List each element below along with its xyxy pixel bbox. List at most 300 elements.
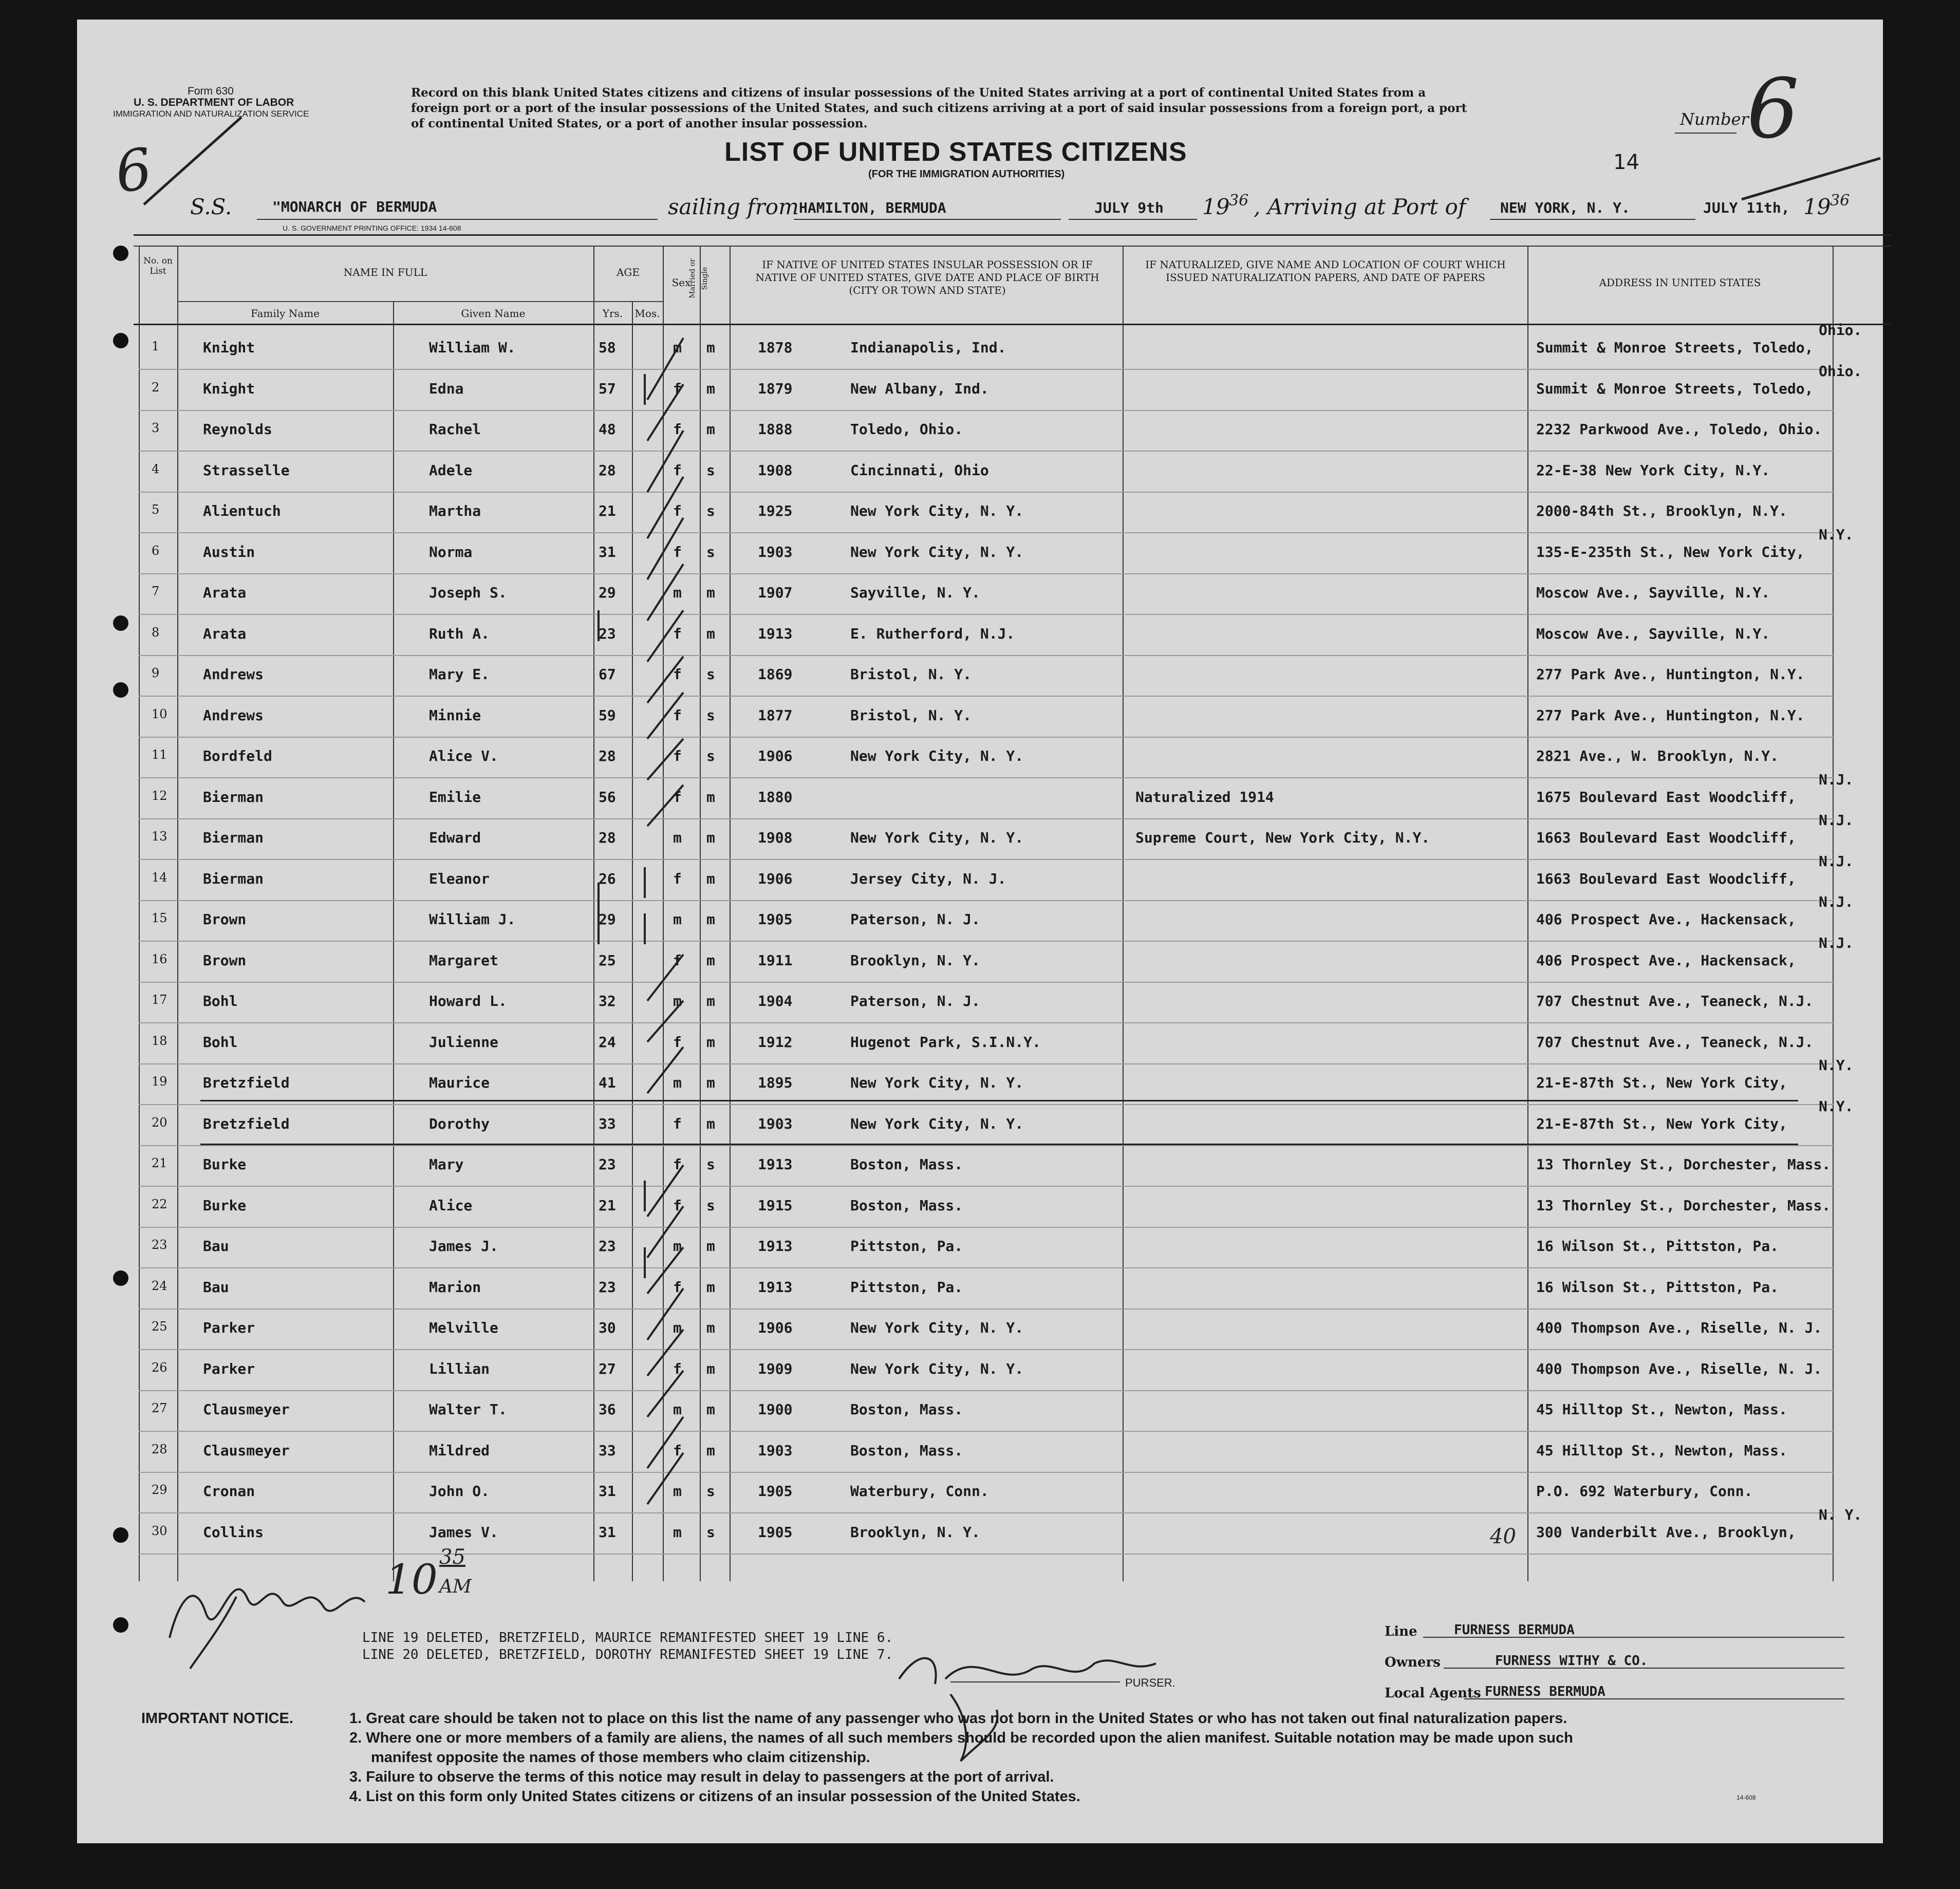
- cell-addr2: N.Y.: [1819, 1057, 1854, 1074]
- cell-ms: s: [706, 666, 715, 683]
- row-rule: [139, 492, 1834, 493]
- deletion-note-1: LINE 19 DELETED, BRETZFIELD, MAURICE REMANIFESTED SHEET 19 LINE 6.: [362, 1630, 893, 1645]
- cell-year: 1903: [758, 543, 793, 560]
- cell-sex: m: [673, 1238, 682, 1255]
- cell-given: Howard L.: [429, 993, 507, 1009]
- cell-age: 31: [599, 1523, 616, 1541]
- table-top-rule: [134, 234, 1891, 236]
- cell-age: 33: [599, 1442, 616, 1459]
- cell-addr: 1663 Boulevard East Woodcliff,: [1536, 870, 1796, 887]
- header-address: ADDRESS IN UNITED STATES: [1599, 276, 1761, 289]
- cell-place: Paterson, N. J.: [850, 993, 980, 1009]
- cell-place: New York City, N. Y.: [850, 502, 1024, 519]
- cell-age: 21: [599, 1196, 616, 1214]
- cell-place: New York City, N. Y.: [850, 829, 1024, 846]
- ship-name: "MONARCH OF BERMUDA: [272, 198, 437, 215]
- punch-hole: [113, 682, 128, 698]
- cell-ms: m: [706, 1115, 715, 1132]
- row-rule: [139, 451, 1834, 452]
- row-rule: [139, 369, 1834, 370]
- cell-sex: f: [673, 1196, 682, 1214]
- cell-ms: m: [706, 625, 715, 642]
- cell-family: Bretzfield: [203, 1115, 290, 1132]
- cell-family: Austin: [203, 543, 255, 560]
- cell-addr: 2000-84th St., Brooklyn, N.Y.: [1536, 502, 1787, 519]
- cell-sex: f: [673, 1442, 682, 1459]
- cell-ms: m: [706, 1442, 715, 1459]
- cell-n: 2: [152, 380, 160, 395]
- arriving-label: , Arriving at Port of: [1254, 194, 1466, 219]
- cell-age: 28: [599, 461, 616, 479]
- cell-addr: 406 Prospect Ave., Hackensack,: [1536, 911, 1796, 928]
- cell-given: Dorothy: [429, 1115, 490, 1132]
- cell-ms: m: [706, 1319, 715, 1336]
- punch-hole: [113, 1527, 128, 1543]
- cell-age: 29: [599, 911, 616, 928]
- cell-family: Bretzfield: [203, 1074, 290, 1091]
- cell-addr: 400 Thompson Ave., Riselle, N. J.: [1536, 1360, 1822, 1377]
- printing-office: U. S. GOVERNMENT PRINTING OFFICE: 1934 14-608: [283, 224, 461, 232]
- cell-sex: f: [673, 1115, 682, 1132]
- cell-n: 18: [152, 1033, 167, 1048]
- cell-year: 1909: [758, 1360, 793, 1377]
- row-rule: [139, 1349, 1834, 1350]
- cell-year: 1907: [758, 584, 793, 601]
- cell-ms: s: [706, 706, 715, 724]
- row-rule: [139, 1063, 1834, 1064]
- cell-year: 1908: [758, 829, 793, 846]
- cell-age: 25: [599, 951, 616, 969]
- cell-n: 7: [152, 584, 160, 599]
- cell-sex: m: [673, 1074, 682, 1091]
- cell-n: 20: [152, 1115, 167, 1130]
- cell-addr: 277 Park Ave., Huntington, N.Y.: [1536, 706, 1805, 724]
- cell-addr: 1675 Boulevard East Woodcliff,: [1536, 788, 1796, 806]
- cell-given: Norma: [429, 543, 473, 560]
- agents-label: Local Agents: [1385, 1686, 1481, 1701]
- cell-sex: f: [673, 788, 682, 806]
- cell-family: Knight: [203, 339, 255, 356]
- cell-age: 23: [599, 1278, 616, 1296]
- depart-date: JULY 9th: [1094, 199, 1164, 216]
- cell-place: Boston, Mass.: [850, 1401, 963, 1418]
- notice-item-2: 2. Where one or more members of a family are aliens, the names of all such members should be recorded upon the alien manifest. Suitable notation may be made upon such: [349, 1730, 1573, 1746]
- year-suffix-2: 36: [1830, 192, 1850, 210]
- row-rule: [139, 532, 1834, 533]
- cell-year: 1900: [758, 1401, 793, 1418]
- cell-sex: m: [673, 993, 682, 1009]
- cell-addr: 16 Wilson St., Pittston, Pa.: [1536, 1278, 1779, 1296]
- cell-given: Ruth A.: [429, 625, 490, 642]
- cell-given: Marion: [429, 1278, 481, 1296]
- cell-addr: 22-E-38 New York City, N.Y.: [1536, 461, 1770, 479]
- cell-place: Indianapolis, Ind.: [850, 339, 1006, 356]
- cell-n: 17: [152, 993, 167, 1007]
- instruction-line-2: foreign port or a port of the insular possessions of the United States, and such citizens arriving at a port of said insular possessions from a foreign port, a port: [411, 101, 1467, 115]
- row-rule: [139, 1472, 1834, 1473]
- notice-heading: IMPORTANT NOTICE.: [141, 1710, 293, 1727]
- cell-sex: f: [673, 461, 682, 479]
- cell-age: 59: [599, 706, 616, 724]
- cell-place: New York City, N. Y.: [850, 747, 1024, 764]
- cell-ms: s: [706, 502, 715, 519]
- cell-sex: f: [673, 543, 682, 560]
- header-yrs: Yrs.: [602, 307, 623, 320]
- cell-n: 28: [152, 1442, 167, 1456]
- number-underline: [1675, 133, 1737, 134]
- inspector-time-minutes: 35: [439, 1545, 465, 1569]
- cell-addr: P.O. 692 Waterbury, Conn.: [1536, 1483, 1753, 1500]
- cell-ms: s: [706, 1483, 715, 1500]
- cell-given: Rachel: [429, 421, 481, 438]
- cell-sex: f: [673, 747, 682, 764]
- cell-sex: f: [673, 1033, 682, 1051]
- cell-family: Knight: [203, 380, 255, 397]
- punch-hole: [113, 333, 128, 348]
- port-to-underline: [1490, 219, 1695, 220]
- cell-sex: m: [673, 911, 682, 928]
- cell-place: Bristol, N. Y.: [850, 666, 972, 683]
- cell-age: 31: [599, 1483, 616, 1500]
- cell-nat: Supreme Court, New York City, N.Y.: [1135, 829, 1430, 846]
- margin-40: 40: [1490, 1525, 1516, 1548]
- tally-marks-2: [591, 605, 606, 1427]
- cell-family: Alientuch: [203, 502, 281, 519]
- cell-n: 13: [152, 829, 167, 844]
- row-rule: [139, 696, 1834, 697]
- cell-n: 29: [152, 1483, 167, 1497]
- cell-year: 1878: [758, 339, 793, 356]
- inspector-signature: [159, 1535, 416, 1689]
- cell-sex: f: [673, 1156, 682, 1173]
- row-rule: [139, 1227, 1834, 1228]
- cell-year: 1905: [758, 1523, 793, 1541]
- cell-age: 57: [599, 380, 616, 397]
- cell-addr: 21-E-87th St., New York City,: [1536, 1074, 1787, 1091]
- cell-ms: m: [706, 1074, 715, 1091]
- cell-ms: m: [706, 993, 715, 1009]
- col-rule: [139, 246, 140, 1581]
- cell-place: New York City, N. Y.: [850, 1319, 1024, 1336]
- port-to: NEW YORK, N. Y.: [1500, 199, 1630, 216]
- port-from-underline: [794, 219, 1061, 220]
- cell-year: 1913: [758, 1278, 793, 1296]
- header-sex: Sex: [671, 276, 691, 289]
- cell-place: Hugenot Park, S.I.N.Y.: [850, 1033, 1041, 1051]
- cell-place: New York City, N. Y.: [850, 543, 1024, 560]
- cell-addr2: Ohio.: [1819, 362, 1862, 380]
- cell-place: Brooklyn, N. Y.: [850, 1523, 980, 1541]
- cell-given: Maurice: [429, 1074, 490, 1091]
- cell-given: Alice V.: [429, 747, 498, 764]
- cell-addr: 135-E-235th St., New York City,: [1536, 543, 1805, 560]
- cell-given: Edna: [429, 380, 464, 397]
- row-rule: [139, 1308, 1834, 1310]
- cell-age: 23: [599, 1156, 616, 1173]
- row-rule: [139, 859, 1834, 860]
- row-rule: [139, 573, 1834, 574]
- cell-age: 32: [599, 993, 616, 1009]
- owners-label: Owners: [1385, 1655, 1441, 1670]
- cell-year: 1869: [758, 666, 793, 683]
- ship-underline: [257, 219, 658, 220]
- col-rule: [177, 246, 178, 1581]
- cell-family: Brown: [203, 951, 247, 969]
- header-age: AGE: [616, 266, 640, 278]
- cell-family: Burke: [203, 1156, 247, 1173]
- number-value: 6: [1747, 61, 1799, 157]
- cell-ms: s: [706, 1523, 715, 1541]
- inspector-time: 10: [385, 1556, 438, 1603]
- cell-given: Mildred: [429, 1442, 490, 1459]
- line-underline: [1423, 1637, 1844, 1638]
- cell-place: Boston, Mass.: [850, 1196, 963, 1214]
- department: U. S. DEPARTMENT OF LABOR: [134, 97, 294, 108]
- owners-underline: [1444, 1668, 1844, 1669]
- cell-ms: m: [706, 1360, 715, 1377]
- port-from: HAMILTON, BERMUDA: [799, 199, 946, 216]
- cell-n: 3: [152, 421, 160, 435]
- cell-family: Bau: [203, 1238, 229, 1255]
- punch-hole: [113, 615, 128, 631]
- ss-label: S.S.: [190, 194, 232, 219]
- cell-family: Cronan: [203, 1483, 255, 1500]
- cell-addr: 2232 Parkwood Ave., Toledo, Ohio.: [1536, 421, 1822, 438]
- cell-age: 33: [599, 1115, 616, 1132]
- cell-family: Burke: [203, 1196, 247, 1214]
- cell-ms: m: [706, 380, 715, 397]
- cell-sex: f: [673, 421, 682, 438]
- cell-addr2: N.J.: [1819, 934, 1854, 951]
- cell-sex: m: [673, 339, 682, 356]
- col-rule: [1833, 246, 1834, 1581]
- cell-nat: Naturalized 1914: [1135, 788, 1274, 806]
- cell-given: Adele: [429, 461, 473, 479]
- cell-age: 26: [599, 870, 616, 887]
- page-title: LIST OF UNITED STATES CITIZENS: [724, 137, 1187, 167]
- cell-ms: s: [706, 1196, 715, 1214]
- cell-ms: m: [706, 1401, 715, 1418]
- header-name-in-full: NAME IN FULL: [343, 266, 427, 278]
- tally-marks: [637, 348, 652, 1581]
- cell-year: 1906: [758, 747, 793, 764]
- cell-addr2: N.J.: [1819, 812, 1854, 829]
- cell-year: 1913: [758, 1238, 793, 1255]
- cell-age: 23: [599, 625, 616, 642]
- cell-year: 1888: [758, 421, 793, 438]
- cell-family: Arata: [203, 584, 247, 601]
- cell-given: Mary E.: [429, 666, 490, 683]
- cell-given: Emilie: [429, 788, 481, 806]
- cell-place: Sayville, N. Y.: [850, 584, 980, 601]
- row-rule: [139, 982, 1834, 983]
- cell-year: 1911: [758, 951, 793, 969]
- row-rule: [139, 1431, 1834, 1432]
- punch-hole: [113, 1617, 128, 1633]
- cell-addr2: Ohio.: [1819, 322, 1862, 339]
- cell-n: 6: [152, 543, 160, 558]
- cell-year: 1903: [758, 1115, 793, 1132]
- cell-place: Pittston, Pa.: [850, 1238, 963, 1255]
- row-rule: [139, 941, 1834, 942]
- col-rule: [730, 246, 731, 1581]
- cell-given: James J.: [429, 1238, 498, 1255]
- header-no: No. on List: [143, 256, 173, 276]
- cell-addr: 707 Chestnut Ave., Teaneck, N.J.: [1536, 1033, 1814, 1051]
- row-rule: [139, 777, 1834, 778]
- cell-year: 1903: [758, 1442, 793, 1459]
- cell-n: 27: [152, 1401, 167, 1415]
- cell-age: 28: [599, 747, 616, 764]
- page-mark: 14: [1613, 151, 1639, 174]
- cell-n: 8: [152, 625, 160, 640]
- row-rule: [139, 737, 1834, 738]
- cell-ms: m: [706, 911, 715, 928]
- cell-addr: 277 Park Ave., Huntington, N.Y.: [1536, 666, 1805, 683]
- cell-n: 19: [152, 1074, 167, 1089]
- cell-ms: m: [706, 870, 715, 887]
- cell-given: Martha: [429, 502, 481, 519]
- service: IMMIGRATION AND NATURALIZATION SERVICE: [113, 109, 309, 119]
- cell-year: 1912: [758, 1033, 793, 1051]
- cell-place: New Albany, Ind.: [850, 380, 989, 397]
- cell-n: 16: [152, 951, 167, 966]
- number-label: Number: [1680, 109, 1749, 129]
- purser-signature: [889, 1638, 1197, 1771]
- deletion-note-2: LINE 20 DELETED, BRETZFIELD, DOROTHY REMANIFESTED SHEET 19 LINE 7.: [362, 1647, 893, 1662]
- cell-year: 1908: [758, 461, 793, 479]
- cell-n: 25: [152, 1319, 167, 1334]
- cell-sex: m: [673, 829, 682, 846]
- cell-place: Jersey City, N. J.: [850, 870, 1006, 887]
- header-bottom-rule: [134, 324, 1891, 325]
- owners-value: FURNESS WITHY & CO.: [1495, 1653, 1648, 1669]
- arrive-date: JULY 11th,: [1703, 199, 1790, 216]
- row-rule: [139, 655, 1834, 656]
- cell-addr2: N.Y.: [1819, 526, 1854, 543]
- cell-n: 1: [152, 339, 160, 353]
- cell-sex: f: [673, 502, 682, 519]
- cell-ms: s: [706, 543, 715, 560]
- check-marks: [617, 323, 719, 1581]
- cell-addr: 16 Wilson St., Pittston, Pa.: [1536, 1238, 1779, 1255]
- instruction-line-3: of continental United States, or a port of another insular possession.: [411, 117, 868, 130]
- cell-addr: 21-E-87th St., New York City,: [1536, 1115, 1787, 1132]
- cell-n: 4: [152, 461, 160, 476]
- cell-year: 1905: [758, 1483, 793, 1500]
- cell-family: Brown: [203, 911, 247, 928]
- cell-year: 1880: [758, 788, 793, 806]
- cell-sex: f: [673, 951, 682, 969]
- cell-age: 31: [599, 543, 616, 560]
- header-married: Married or Single: [688, 258, 709, 298]
- cell-ms: m: [706, 421, 715, 438]
- cell-ms: m: [706, 788, 715, 806]
- cell-given: Julienne: [429, 1033, 498, 1051]
- col-rule: [1123, 246, 1124, 1581]
- cell-family: Bierman: [203, 870, 264, 887]
- cell-given: Eleanor: [429, 870, 490, 887]
- cell-n: 22: [152, 1196, 167, 1211]
- cell-family: Bierman: [203, 829, 264, 846]
- punch-hole: [113, 246, 128, 261]
- cell-age: 30: [599, 1319, 616, 1336]
- page-subtitle: (FOR THE IMMIGRATION AUTHORITIES): [868, 169, 1065, 180]
- margin-number: 6: [111, 135, 156, 206]
- row-rule: [139, 1512, 1834, 1513]
- cell-age: 67: [599, 666, 616, 683]
- cell-ms: m: [706, 584, 715, 601]
- cell-year: 1925: [758, 502, 793, 519]
- inspector-ampm: AM: [439, 1576, 472, 1597]
- year-prefix-1: 19: [1202, 194, 1230, 219]
- cell-given: Margaret: [429, 951, 498, 969]
- cell-place: New York City, N. Y.: [850, 1115, 1024, 1132]
- cell-n: 30: [152, 1523, 167, 1538]
- cell-given: Lillian: [429, 1360, 490, 1377]
- cell-sex: f: [673, 380, 682, 397]
- row-rule: [139, 614, 1834, 615]
- cell-year: 1877: [758, 706, 793, 724]
- cell-family: Collins: [203, 1523, 264, 1541]
- cell-n: 9: [152, 666, 160, 680]
- strike-row-19: [200, 1100, 1798, 1101]
- cell-sex: f: [673, 706, 682, 724]
- cell-sex: f: [673, 870, 682, 887]
- cell-year: 1904: [758, 993, 793, 1009]
- header-mos: Mos.: [634, 307, 660, 320]
- cell-sex: f: [673, 1278, 682, 1296]
- cell-ms: m: [706, 829, 715, 846]
- cell-age: 41: [599, 1074, 616, 1091]
- row-rule: [139, 900, 1834, 901]
- cell-given: Melville: [429, 1319, 498, 1336]
- cell-family: Clausmeyer: [203, 1401, 290, 1418]
- cell-n: 10: [152, 706, 167, 721]
- year-prefix-2: 19: [1803, 194, 1831, 219]
- cell-place: Bristol, N. Y.: [850, 706, 972, 724]
- cell-ms: s: [706, 461, 715, 479]
- cell-addr: 13 Thornley St., Dorchester, Mass.: [1536, 1156, 1831, 1173]
- cell-addr: 1663 Boulevard East Woodcliff,: [1536, 829, 1796, 846]
- cell-year: 1913: [758, 1156, 793, 1173]
- cell-addr: Summit & Monroe Streets, Toledo,: [1536, 380, 1814, 397]
- cell-year: 1906: [758, 870, 793, 887]
- cell-age: 28: [599, 829, 616, 846]
- cell-addr2: N.J.: [1819, 893, 1854, 910]
- cell-addr: 400 Thompson Ave., Riselle, N. J.: [1536, 1319, 1822, 1336]
- cell-sex: f: [673, 666, 682, 683]
- cell-age: 36: [599, 1401, 616, 1418]
- header-birth: IF NATIVE OF UNITED STATES INSULAR POSSESSION OR IF NATIVE OF UNITED STATES, GIVE DATE AND PLACE OF BIRTH (CITY OR TOWN AND STATE): [755, 258, 1099, 296]
- cell-family: Andrews: [203, 666, 264, 683]
- cell-place: Pittston, Pa.: [850, 1278, 963, 1296]
- purser-underline: [950, 1681, 1120, 1682]
- cell-place: Paterson, N. J.: [850, 911, 980, 928]
- cell-n: 24: [152, 1278, 167, 1293]
- row-rule: [139, 1186, 1834, 1187]
- cell-given: James V.: [429, 1523, 498, 1541]
- cell-addr2: N. Y.: [1819, 1506, 1862, 1523]
- cell-place: Boston, Mass.: [850, 1156, 963, 1173]
- cell-sex: m: [673, 1319, 682, 1336]
- cell-ms: m: [706, 1033, 715, 1051]
- cell-ms: m: [706, 1238, 715, 1255]
- cell-addr: 707 Chestnut Ave., Teaneck, N.J.: [1536, 993, 1814, 1009]
- cell-age: 24: [599, 1033, 616, 1051]
- notice-item-4: 4. List on this form only United States citizens or citizens of an insular possession of the United States.: [349, 1788, 1080, 1805]
- cell-ms: m: [706, 1278, 715, 1296]
